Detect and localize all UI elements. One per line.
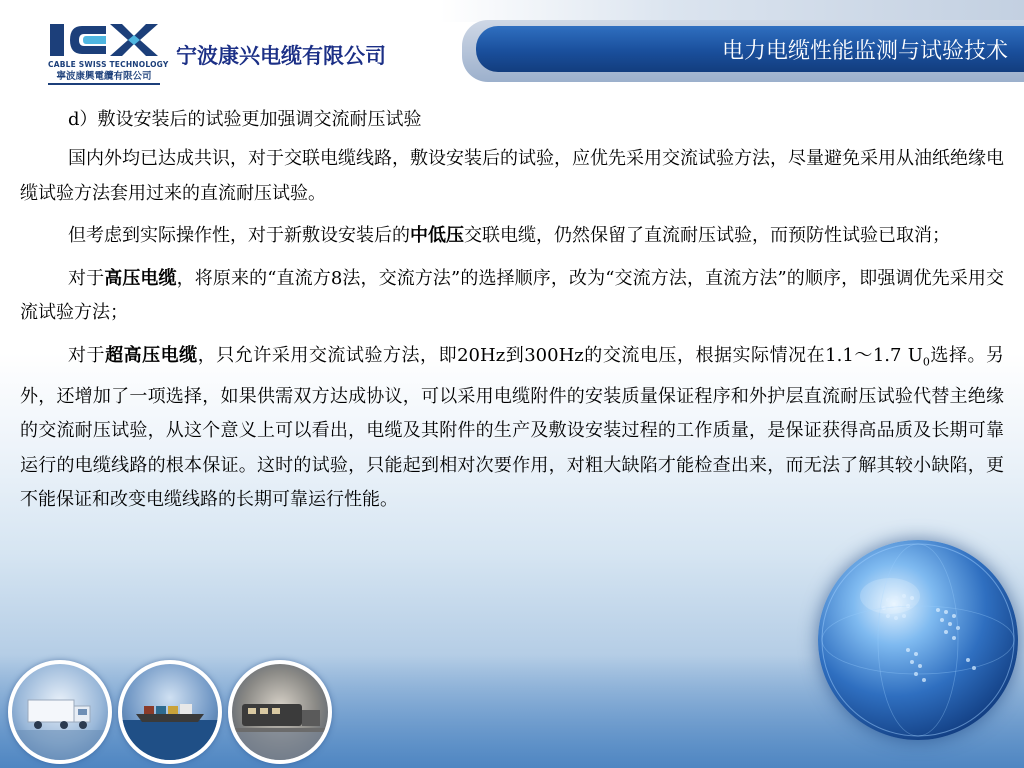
- company-name: 宁波康兴电缆有限公司: [176, 44, 386, 68]
- title-bar: [476, 26, 1024, 72]
- paragraph-4-text-a: 对于: [68, 344, 106, 366]
- globe-icon: [818, 540, 1018, 740]
- truck-icon: [12, 664, 108, 760]
- paragraph-4-subscript: 0: [922, 355, 930, 369]
- logo-mark-icon: [48, 22, 160, 58]
- paragraph-1-text: 国内外均已达成共识，对于交联电缆线路，敷设安装后的试验，应优先采用交流试验方法，尽量避免采用从油纸绝缘电缆试验方法套用过来的直流耐压试验。: [20, 148, 1004, 204]
- paragraph-3-text-a: 对于: [68, 267, 105, 289]
- ship-photo: [118, 660, 222, 764]
- ship-icon: [122, 664, 218, 760]
- paragraph-4-emphasis: 超高压电缆: [105, 344, 198, 366]
- company-logo: [48, 22, 169, 86]
- paragraph-2-text-c: 交联电缆，仍然保留了直流耐压试验，而预防性试验已取消；: [464, 225, 950, 246]
- train-photo: [228, 660, 332, 764]
- paragraph-4-text-c: ，只允许采用交流试验方法，即20Hz到300Hz的交流电压，根据实际情况在1.1～1.7 U: [197, 344, 923, 366]
- truck-photo: [8, 660, 112, 764]
- paragraph-2-emphasis: 中低压: [410, 225, 464, 246]
- slide-title: 电力电缆性能监测与试验技术: [721, 39, 1008, 64]
- paragraph-3-emphasis: 高压电缆: [104, 267, 177, 289]
- logo-subtitle-cn: 寧波康興電纜有限公司: [48, 71, 160, 85]
- paragraph-2: [20, 219, 1004, 254]
- section-heading: d）敷设安装后的试验更加强调交流耐压试验: [68, 109, 422, 130]
- paragraph-2-text-a: 但考虑到实际操作性，对于新敷设安装后的: [68, 225, 410, 246]
- paragraph-4: [20, 339, 1004, 518]
- slide-body: [20, 104, 1004, 518]
- globe-image: [818, 540, 1018, 740]
- paragraph-1: [20, 142, 1004, 211]
- header-swoosh: [440, 0, 1024, 22]
- paragraph-4-text-d: 选择。另外，还增加了一项选择，如果供需双方达成协议，可以采用电缆附件的安装质量保证程序和外护层直流耐压试验代替主绝缘的交流耐压试验，从这个意义上可以看出，电缆及其附件的生产及敷设安装过程的工作质量，是保证获得高品质及长期可靠运行的电缆线路的根本保证。这时的试验，只能起到相对次要作用，对粗大缺陷才能检查出来，而无法了解其较小缺陷，更不能保证和改变电缆线路的长期可靠运行性能。: [20, 344, 1005, 511]
- slide-header: [0, 0, 1024, 95]
- paragraph-3: [20, 262, 1004, 331]
- paragraph-3-text-c: ，将原来的“直流方8法，交流方法”的选择顺序，改为“交流方法，直流方法”的顺序，即强调优先采用交流试验方法；: [20, 267, 1004, 323]
- logo-subtitle-en: CABLE SWISS TECHNOLOGY: [48, 60, 169, 69]
- train-icon: [232, 664, 328, 760]
